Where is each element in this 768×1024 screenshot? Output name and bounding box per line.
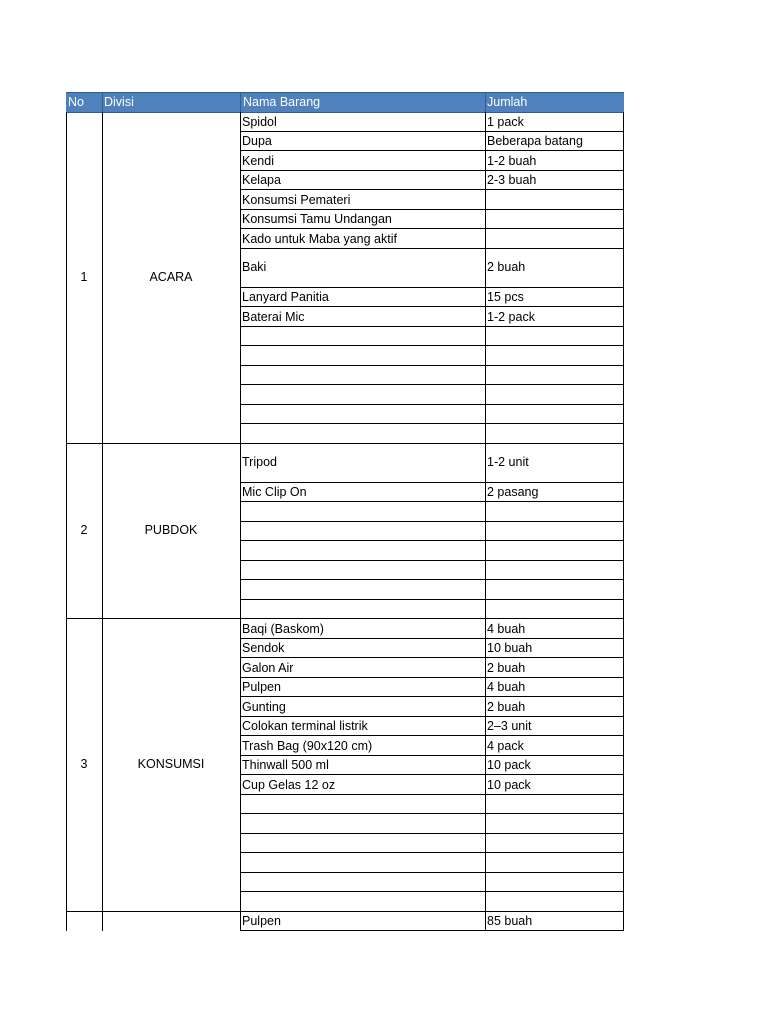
cell-nama-barang[interactable]: [240, 444, 485, 483]
cell-jumlah[interactable]: [485, 171, 624, 191]
cell-jumlah[interactable]: [485, 892, 624, 912]
cell-nama-barang[interactable]: [240, 229, 485, 249]
cell-jumlah[interactable]: [485, 366, 624, 386]
cell-no[interactable]: [66, 444, 102, 620]
cell-jumlah[interactable]: [485, 151, 624, 171]
cell-text: Baki: [242, 259, 267, 274]
cell-nama-barang[interactable]: [240, 775, 485, 795]
cell-nama-barang[interactable]: [240, 541, 485, 561]
cell-jumlah[interactable]: [485, 912, 624, 932]
cell-jumlah[interactable]: [485, 600, 624, 620]
cell-nama-barang[interactable]: [240, 580, 485, 600]
cell-nama-barang[interactable]: [240, 405, 485, 425]
cell-text: Konsumsi Pemateri: [242, 192, 351, 207]
cell-jumlah[interactable]: [485, 307, 624, 327]
cell-jumlah[interactable]: [485, 717, 624, 737]
column-divider: [66, 112, 67, 931]
cell-text: Konsumsi Tamu Undangan: [242, 212, 392, 226]
group-division-name: PUBDOK: [144, 523, 198, 538]
group-division-name: ACARA: [149, 269, 193, 284]
cell-jumlah[interactable]: [485, 658, 624, 678]
cell-jumlah[interactable]: [485, 697, 624, 717]
cell-jumlah[interactable]: [485, 288, 624, 308]
cell-nama-barang[interactable]: [240, 697, 485, 717]
cell-jumlah[interactable]: [485, 580, 624, 600]
cell-nama-barang[interactable]: [240, 190, 485, 210]
cell-nama-barang[interactable]: [240, 522, 485, 542]
cell-nama-barang[interactable]: [240, 307, 485, 327]
cell-nama-barang[interactable]: [240, 736, 485, 756]
cell-jumlah[interactable]: [485, 834, 624, 854]
cell-nama-barang[interactable]: [240, 600, 485, 620]
table-header-row: [66, 92, 624, 113]
cell-jumlah[interactable]: [485, 561, 624, 581]
cell-nama-barang[interactable]: [240, 795, 485, 815]
cell-jumlah[interactable]: [485, 210, 624, 230]
cell-no[interactable]: [66, 112, 102, 444]
cell-text: Mic Clip On: [242, 485, 307, 499]
cell-text: Kendi: [242, 153, 274, 168]
cell-text: Kado untuk Maba yang aktif: [242, 231, 397, 246]
cell-text: Dupa: [242, 134, 272, 148]
cell-text: 1-2 pack: [487, 309, 535, 324]
cell-jumlah[interactable]: [485, 346, 624, 366]
cell-text: 4 buah: [487, 621, 526, 636]
cell-divisi[interactable]: [102, 444, 240, 620]
cell-text: Baqi (Baskom): [242, 621, 324, 636]
cell-nama-barang[interactable]: [240, 327, 485, 347]
cell-divisi[interactable]: [102, 619, 240, 912]
cell-jumlah[interactable]: [485, 853, 624, 873]
cell-nama-barang[interactable]: [240, 912, 485, 932]
cell-nama-barang[interactable]: [240, 678, 485, 698]
cell-jumlah[interactable]: [485, 736, 624, 756]
cell-nama-barang[interactable]: [240, 346, 485, 366]
cell-text: Beberapa batang: [487, 134, 583, 148]
column-divider: [240, 112, 241, 931]
cell-nama-barang[interactable]: [240, 756, 485, 776]
group-number: 1: [80, 269, 88, 284]
cell-jumlah[interactable]: [485, 814, 624, 834]
cell-nama-barang[interactable]: [240, 424, 485, 444]
cell-text: Sendok: [242, 641, 285, 655]
header-no: No: [68, 95, 84, 109]
cell-text: Galon Air: [242, 660, 294, 675]
cell-jumlah[interactable]: [485, 541, 624, 561]
cell-text: 2–3 unit: [487, 719, 532, 733]
cell-jumlah[interactable]: [485, 619, 624, 639]
cell-text: 2 buah: [487, 699, 526, 714]
cell-jumlah[interactable]: [485, 190, 624, 210]
column-divider: [623, 112, 624, 931]
cell-jumlah[interactable]: [485, 678, 624, 698]
cell-jumlah[interactable]: [485, 756, 624, 776]
column-divider: [485, 112, 486, 931]
cell-nama-barang[interactable]: [240, 717, 485, 737]
cell-nama-barang[interactable]: [240, 483, 485, 503]
cell-nama-barang[interactable]: [240, 132, 485, 152]
header-nama-barang: Nama Barang: [243, 95, 321, 109]
cell-nama-barang[interactable]: [240, 853, 485, 873]
cell-nama-barang[interactable]: [240, 171, 485, 191]
cell-jumlah[interactable]: [485, 132, 624, 152]
cell-jumlah[interactable]: [485, 483, 624, 503]
group-number: 2: [80, 523, 88, 538]
cell-jumlah[interactable]: [485, 385, 624, 405]
column-divider: [102, 112, 103, 931]
cell-jumlah[interactable]: [485, 405, 624, 425]
cell-nama-barang[interactable]: [240, 834, 485, 854]
cell-text: 4 pack: [487, 738, 524, 753]
cell-text: 10 pack: [487, 777, 531, 792]
cell-text: 10 buah: [487, 641, 533, 655]
cell-nama-barang[interactable]: [240, 249, 485, 288]
cell-text: Cup Gelas 12 oz: [242, 777, 336, 792]
cell-nama-barang[interactable]: [240, 151, 485, 171]
cell-text: 15 pcs: [487, 290, 524, 304]
cell-nama-barang[interactable]: [240, 814, 485, 834]
cell-text: Tripod: [242, 454, 277, 469]
cell-jumlah[interactable]: [485, 502, 624, 522]
cell-divisi[interactable]: [102, 112, 240, 444]
cell-jumlah[interactable]: [485, 795, 624, 815]
cell-nama-barang[interactable]: [240, 873, 485, 893]
cell-text: 10 pack: [487, 758, 531, 772]
cell-jumlah[interactable]: [485, 444, 624, 483]
cell-text: Pulpen: [242, 914, 281, 928]
cell-text: 2 buah: [487, 259, 526, 274]
cell-nama-barang[interactable]: [240, 892, 485, 912]
cell-text: 2-3 buah: [487, 173, 537, 187]
cell-jumlah[interactable]: [485, 424, 624, 444]
cell-jumlah[interactable]: [485, 873, 624, 893]
header-jumlah: Jumlah: [487, 95, 528, 109]
cell-text: 1-2 unit: [487, 454, 529, 469]
cell-jumlah[interactable]: [485, 327, 624, 347]
cell-nama-barang[interactable]: [240, 561, 485, 581]
cell-jumlah[interactable]: [485, 249, 624, 288]
cell-text: Thinwall 500 ml: [242, 758, 329, 772]
cell-text: 85 buah: [487, 914, 533, 928]
cell-no[interactable]: [66, 619, 102, 912]
cell-text: Kelapa: [242, 173, 281, 187]
cell-nama-barang[interactable]: [240, 112, 485, 132]
cell-text: 4 buah: [487, 680, 526, 694]
cell-nama-barang[interactable]: [240, 288, 485, 308]
cell-text: Colokan terminal listrik: [242, 719, 368, 733]
cell-text: Pulpen: [242, 680, 281, 694]
cell-text: Trash Bag (90x120 cm): [242, 738, 373, 753]
cell-text: 1-2 buah: [487, 153, 537, 168]
cell-divisi[interactable]: [102, 912, 240, 932]
cell-nama-barang[interactable]: [240, 639, 485, 659]
cell-text: Baterai Mic: [242, 309, 305, 324]
cell-jumlah[interactable]: [485, 229, 624, 249]
cell-text: Spidol: [242, 114, 277, 129]
cell-text: Lanyard Panitia: [242, 290, 329, 304]
cell-text: 2 pasang: [487, 485, 539, 499]
cell-text: 1 pack: [487, 114, 524, 129]
cell-nama-barang[interactable]: [240, 619, 485, 639]
cell-text: Gunting: [242, 699, 286, 714]
group-number: 3: [80, 757, 88, 772]
cell-jumlah[interactable]: [485, 639, 624, 659]
group-division-name: KONSUMSI: [137, 757, 205, 772]
cell-nama-barang[interactable]: [240, 210, 485, 230]
cell-nama-barang[interactable]: [240, 658, 485, 678]
cell-jumlah[interactable]: [485, 522, 624, 542]
cell-jumlah[interactable]: [485, 112, 624, 132]
cell-nama-barang[interactable]: [240, 385, 485, 405]
cell-no[interactable]: [66, 912, 102, 932]
cell-jumlah[interactable]: [485, 775, 624, 795]
cell-nama-barang[interactable]: [240, 502, 485, 522]
cell-nama-barang[interactable]: [240, 366, 485, 386]
cell-text: 2 buah: [487, 660, 526, 675]
header-divisi: Divisi: [104, 95, 134, 109]
